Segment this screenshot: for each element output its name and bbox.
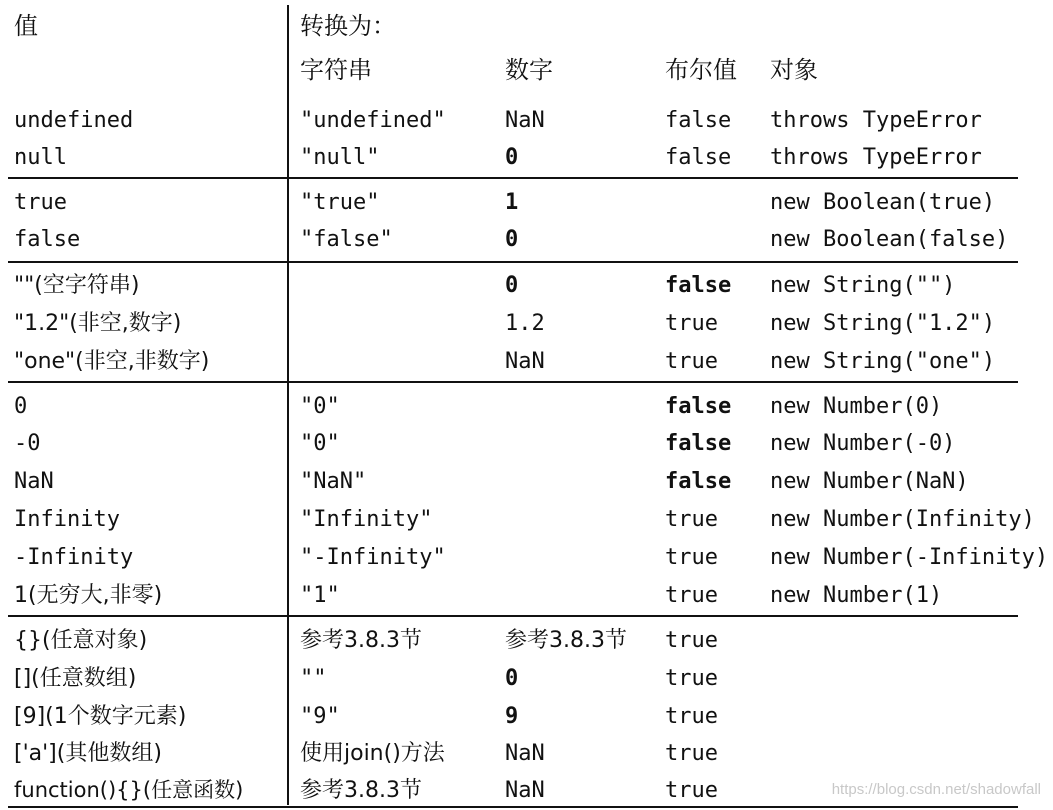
value-cell: undefined: [14, 108, 134, 133]
value-cell: {}(任意对象): [14, 628, 148, 653]
object-cell: new Number(1): [770, 583, 943, 608]
string-cell: "1": [300, 583, 340, 608]
string-cell: "false": [300, 227, 393, 252]
string-cell: "9": [300, 704, 340, 729]
value-cell: function(){}(任意函数): [14, 778, 244, 802]
column-divider: [287, 5, 289, 805]
boolean-cell: true: [665, 349, 718, 374]
object-cell: new Number(NaN): [770, 469, 969, 494]
value-header: 值: [14, 12, 38, 40]
row-group-divider: [8, 261, 1018, 263]
row-group-divider: [8, 381, 1018, 383]
object-column-header: 对象: [770, 56, 818, 84]
string-cell: "undefined": [300, 108, 446, 133]
string-cell: "0": [300, 431, 340, 456]
value-cell: ""(空字符串): [14, 273, 140, 298]
boolean-cell: true: [665, 704, 718, 729]
boolean-cell: true: [665, 583, 718, 608]
number-cell: NaN: [505, 349, 545, 374]
string-cell: "Infinity": [300, 507, 433, 532]
value-cell: 0: [14, 394, 28, 419]
number-cell: 9: [505, 704, 519, 729]
value-cell: ['a'](其他数组): [14, 741, 162, 766]
string-cell: "null": [300, 145, 380, 170]
object-cell: new String(""): [770, 273, 956, 298]
number-cell: 0: [505, 227, 519, 252]
number-cell: 1: [505, 190, 519, 215]
object-cell: throws TypeError: [770, 145, 982, 170]
watermark: https://blog.csdn.net/shadowfall: [831, 781, 1041, 798]
boolean-cell: false: [665, 394, 732, 419]
object-cell: new Number(-0): [770, 431, 956, 456]
number-cell: 参考3.8.3节: [505, 628, 627, 653]
number-cell: 0: [505, 666, 519, 691]
value-cell: "one"(非空,非数字): [14, 349, 210, 374]
number-cell: NaN: [505, 741, 545, 766]
boolean-column-header: 布尔值: [665, 56, 737, 84]
object-cell: new Number(-Infinity): [770, 545, 1049, 570]
boolean-cell: true: [665, 778, 718, 803]
boolean-cell: true: [665, 628, 718, 653]
object-cell: new Boolean(true): [770, 190, 996, 215]
object-cell: new String("one"): [770, 349, 996, 374]
object-cell: throws TypeError: [770, 108, 982, 133]
string-cell: "0": [300, 394, 340, 419]
object-cell: new Boolean(false): [770, 227, 1009, 252]
string-cell: 参考3.8.3节: [300, 778, 422, 803]
string-cell: "": [300, 666, 327, 691]
number-cell: 0: [505, 273, 519, 298]
boolean-cell: false: [665, 469, 732, 494]
value-cell: true: [14, 190, 67, 215]
value-cell: "1.2"(非空,数字): [14, 311, 182, 336]
boolean-cell: true: [665, 311, 718, 336]
string-column-header: 字符串: [300, 56, 372, 84]
boolean-cell: false: [665, 108, 732, 133]
object-cell: new Number(0): [770, 394, 943, 419]
string-cell: "true": [300, 190, 380, 215]
convert-to-header: 转换为：: [300, 12, 396, 40]
string-cell: 使用join()方法: [300, 741, 445, 766]
table-bottom-rule: [8, 806, 1018, 808]
boolean-cell: true: [665, 545, 718, 570]
value-cell: NaN: [14, 469, 54, 494]
boolean-cell: false: [665, 431, 732, 456]
number-cell: 0: [505, 145, 519, 170]
string-cell: "NaN": [300, 469, 367, 494]
number-cell: NaN: [505, 778, 545, 803]
value-cell: -0: [14, 431, 41, 456]
string-cell: 参考3.8.3节: [300, 628, 422, 653]
object-cell: new Number(Infinity): [770, 507, 1035, 532]
boolean-cell: true: [665, 666, 718, 691]
value-cell: false: [14, 227, 81, 252]
row-group-divider: [8, 177, 1018, 179]
value-cell: null: [14, 145, 67, 170]
boolean-cell: true: [665, 507, 718, 532]
value-cell: [9](1个数字元素): [14, 704, 187, 729]
number-cell: NaN: [505, 108, 545, 133]
value-cell: [](任意数组): [14, 666, 137, 691]
boolean-cell: false: [665, 273, 732, 298]
row-group-divider: [8, 615, 1018, 617]
boolean-cell: false: [665, 145, 732, 170]
value-cell: -Infinity: [14, 545, 134, 570]
string-cell: "-Infinity": [300, 545, 446, 570]
object-cell: new String("1.2"): [770, 311, 996, 336]
value-cell: 1(无穷大,非零): [14, 583, 163, 608]
value-cell: Infinity: [14, 507, 120, 532]
boolean-cell: true: [665, 741, 718, 766]
number-cell: 1.2: [505, 311, 545, 336]
number-column-header: 数字: [505, 56, 553, 84]
